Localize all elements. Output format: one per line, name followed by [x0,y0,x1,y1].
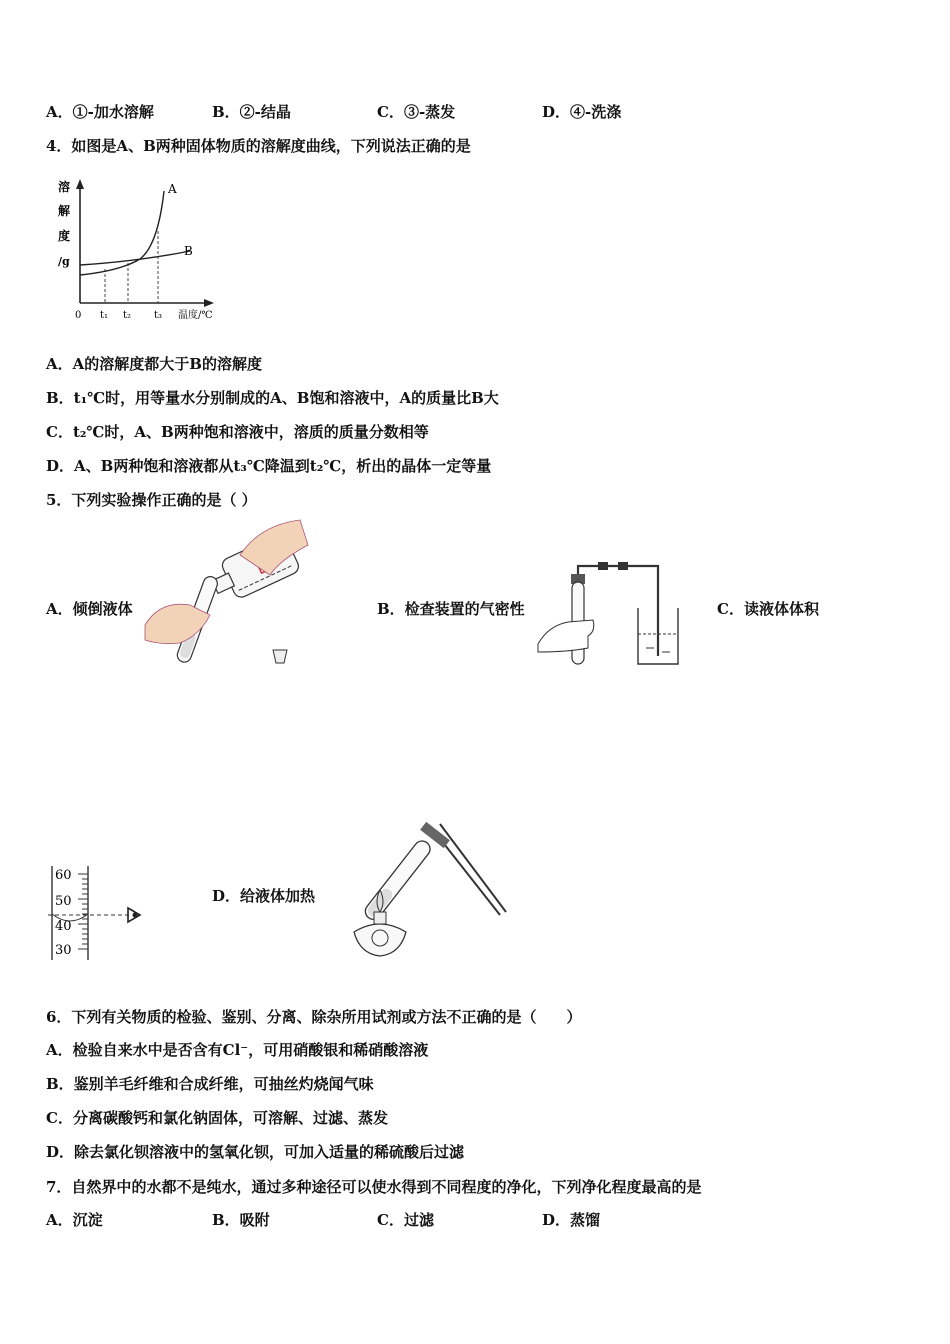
q6-stem: 6．下列有关物质的检验、鉴别、分离、除杂所用试剂或方法不正确的是（ ） [46,1008,582,1026]
airtightness-check-illustration [538,556,698,671]
x-axis-arrow [204,299,214,307]
q3-option-b: B．②-结晶 [212,103,291,121]
heating-liquid-illustration [340,820,510,960]
curve-a-label: A [168,182,177,196]
q4-option-b: B．t₁℃时，用等量水分别制成的A、B饱和溶液中，A的质量比B大 [46,389,499,407]
q7-option-c: C．过滤 [377,1211,434,1229]
curve-b-label: B [184,244,193,258]
y-label-2: 解 [58,204,71,218]
y-label-4: /g [58,255,70,268]
q7-option-d: D．蒸馏 [542,1211,601,1229]
mark-50: 50 [55,894,72,909]
tick-t1: t₁ [100,310,109,321]
q6-option-b: B．鉴别羊毛纤维和合成纤维，可抽丝灼烧闻气味 [46,1075,374,1093]
curve-b [80,251,190,265]
curve-a [80,191,164,275]
q6-option-a: A．检验自来水中是否含有Cl⁻，可用硝酸银和稀硝酸溶液 [46,1041,429,1059]
y-label-3: 度 [58,229,71,243]
q3-option-a: A．①-加水溶解 [46,103,154,121]
tick-t2: t₂ [123,310,132,321]
q7-stem: 7．自然界中的水都不是纯水，通过多种途径可以使水得到不同程度的净化，下列净化程度最高的是 [46,1178,702,1196]
pouring-liquid-illustration [140,515,310,675]
graduated-cylinder-illustration [48,862,158,962]
q4-stem: 4．如图是A、B两种固体物质的溶解度曲线，下列说法正确的是 [46,137,471,155]
q4-option-d: D．A、B两种饱和溶液都从t₃℃降温到t₂℃，析出的晶体一定等量 [46,457,492,475]
q3-option-d: D．④-洗涤 [542,103,622,121]
tick-t3: t₃ [154,310,163,321]
x-axis-label: 温度/℃ [178,310,213,321]
q6-option-c: C．分离碳酸钙和氯化钠固体，可溶解、过滤、蒸发 [46,1109,388,1127]
q5-option-d: D．给液体加热 [212,887,316,905]
q3-option-c: C．③-蒸发 [377,103,456,121]
q4-option-c: C．t₂℃时，A、B两种饱和溶液中，溶质的质量分数相等 [46,423,429,441]
q5-option-c: C．读液体体积 [717,600,819,618]
solubility-curve-figure [50,175,240,325]
q7-option-b: B．吸附 [212,1211,270,1229]
mark-40: 40 [55,919,72,934]
q7-option-a: A．沉淀 [46,1211,103,1229]
q4-option-a: A．A的溶解度都大于B的溶解度 [46,355,262,373]
q6-option-d: D．除去氯化钡溶液中的氢氧化钡，可加入适量的稀硫酸后过滤 [46,1143,465,1161]
q5-stem: 5．下列实验操作正确的是（ ） [46,491,257,509]
origin-label: 0 [75,310,82,321]
mark-30: 30 [55,943,72,958]
mark-60: 60 [55,868,72,883]
q5-option-b: B．检查装置的气密性 [377,600,525,618]
q5-option-a: A．倾倒液体 [46,600,133,618]
y-label-1: 溶 [58,180,71,194]
y-axis-arrow [76,179,84,189]
